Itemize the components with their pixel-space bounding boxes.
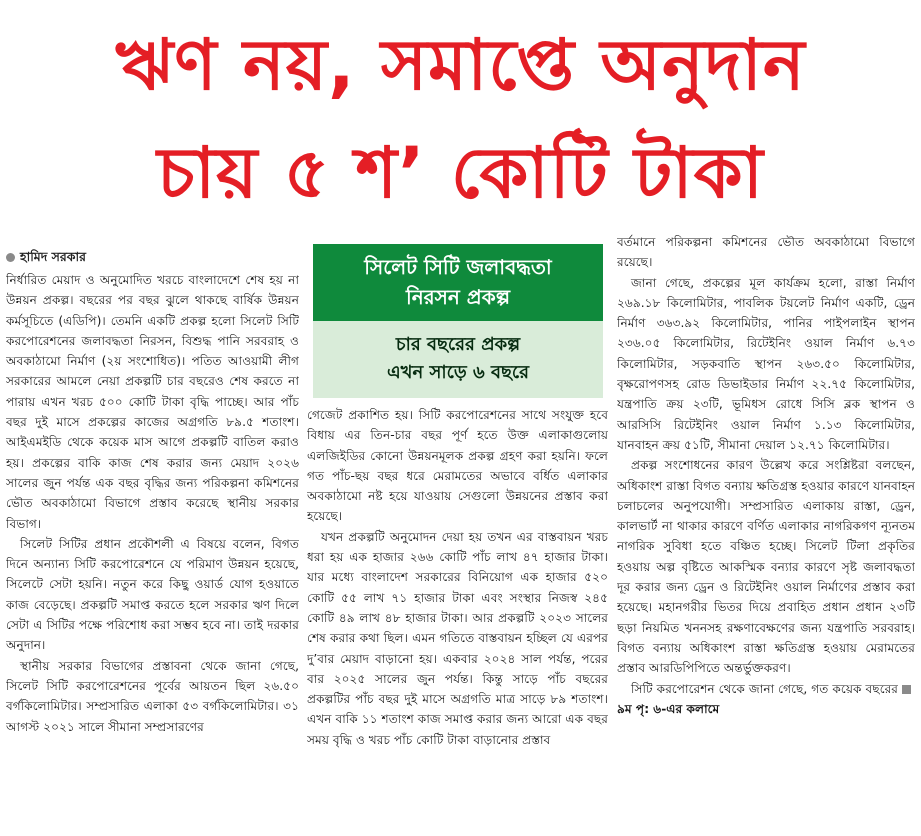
- highlight-box-subtitle: [313, 321, 603, 398]
- paragraph: প্রকল্প সংশোধনের কারণ উল্লেখ করে সংশ্লিষ্টরা বলছেন, অধিকাংশ রাস্তা বিগত বন্যায় ক্ষতিগ্রস্ত হওয়ার কারণে যানবাহন চলাচলের অনুপযোগী। সম্প্রসারিত এলাকায় রাস্তা, ড্রেন, কালভার্ট না থাকার কারণে বর্ণিত এলাকার নাগরিকগণ ন্যূনতম নাগরিক সুবিধা হতে বঞ্চিত হচ্ছে। সিলেট টিলা প্রকৃতির হওয়ায় অল্প বৃষ্টিতে আকস্মিক বন্যার কারণে সৃষ্ট জলাবদ্ধতা দূর করার জন্য ড্রেন ও রিটেইনিং ওয়াল নির্মাণের প্রস্তাব করা হয়েছে। মহানগরীর ভিতর দিয়ে প্রবাহিত প্রধান প্রধান ২৩টি ছড়া নিয়মিত খননসহ রক্ষণাবেক্ষণের জন্য যন্ত্রপাতি সরবরাহ। বিগত বন্যায় অধিকাংশ রাস্তা ক্ষতিগ্রস্ত হওয়ায় মেরামতের প্রস্তাব আরডিপিপিতে অন্তর্ভুক্তকরণ।: [617, 458, 915, 676]
- paragraph: স্থানীয় সরকার বিভাগের প্রস্তাবনা থেকে জানা গেছে, সিলেট সিটি করপোরেশনের পূর্বের আয়তন ছিল ২৬.৫০ বর্গকিলোমিটার। সম্প্রসারিত এলাকা ৫৩ বর্গকিলোমিটার। ৩১ আগস্ট ২০২১ সালে সীমানা সম্প্রসারণের: [6, 658, 299, 734]
- paragraph: বর্তমানে পরিকল্পনা কমিশনের ভৌত অবকাঠামো বিভাগে রয়েছে।: [617, 235, 915, 270]
- article-column-3: [617, 232, 915, 836]
- square-bullet-icon: [902, 685, 911, 694]
- headline-line-2: চায় ৫ শ’ কোটি টাকা: [157, 132, 764, 214]
- paragraph: গেজেট প্রকাশিত হয়। সিটি করপোরেশনের সাথে সংযুক্ত হবে বিধায় এর তিন-চার বছর পূর্ণ হতে উক্ত এলাকাগুলোয় এলজিইডির কোনো উন্নয়নমূলক প্রকল্প গ্রহণ করা হয়নি। ফলে গত পাঁচ-ছয় বছর ধরে মেরামতের অভাবে বর্ধিত এলাকার অবকাঠামো নষ্ট হয়ে যাওয়ায় সেগুলো উন্নয়নের প্রস্তাব করা হয়েছে।: [307, 408, 608, 524]
- highlight-box-title: [313, 244, 603, 321]
- paragraph: সিলেট সিটির প্রধান প্রকৌশলী এ বিষয়ে বলেন, বিগত দিনে অন্যান্য সিটি করপোরেশনে যে পরিমাণ উন্নয়ন হয়েছে, সিলেটে সেটা হয়নি। নতুন করে কিছু ওয়ার্ড যোগ হওয়াতে কাজ বেড়েছে। প্রকল্পটি সমাপ্ত করতে হলে সরকার ঋণ দিলে সেটা এ সিটির পক্ষে পরিশোধ করা সম্ভব হবে না। তাই দরকার অনুদান।: [6, 536, 299, 653]
- article-column-1: [6, 270, 299, 836]
- paragraph-last: [617, 679, 915, 720]
- highlight-subtitle-line-1: চার বছরের প্রকল্প: [395, 334, 521, 355]
- byline-author: হামিদ সরকার: [20, 249, 87, 264]
- highlight-subtitle-line-2: এখন সাড়ে ৬ বছরে: [386, 362, 529, 383]
- highlight-title-line-2: নিরসন প্রকল্প: [406, 285, 510, 309]
- article-column-2: [307, 405, 608, 836]
- headline-line-1: ঋণ নয়, সমাপ্তে অনুদান: [115, 24, 806, 106]
- paragraph: জানা গেছে, প্রকল্পের মূল কার্যক্রম হলো, রাস্তা নির্মাণ ২৬৯.১৮ কিলোমিটার, পাবলিক টয়লেট নির্মাণ একটি, ড্রেন নির্মাণ ৩৬৩.৯২ কিলোমিটার, পানির পাইপলাইন স্থাপন ২৩৬.০৫ কিলোমিটার, রিটেইনিং ওয়াল নির্মাণ ৬.৭৩ কিলোমিটার, সড়কবাতি স্থাপন ২৬৩.৫০ কিলোমিটার, বৃক্ষরোপণসহ রোড ডিভাইডার নির্মাণ ২২.৭৫ কিলোমিটার, যন্ত্রপাতি ক্রয় ২৩টি, ভূমিধস রোধে সিসি ব্লক স্থাপন ও আরসিসি রিটেইনিং ওয়াল নির্মাণ ১.১৩ কিলোমিটার, যানবাহন ক্রয় ৫১টি, সীমানা দেয়াল ১২.৭১ কিলোমিটার।: [617, 275, 915, 452]
- paragraph: নির্ধারিত মেয়াদ ও অনুমোদিত খরচে বাংলাদেশে শেষ হয় না উন্নয়ন প্রকল্প। বছরের পর বছর ঝুলে থাকছে বার্ষিক উন্নয়ন কর্মসূচিতে (এডিপি)। তেমনি একটি প্রকল্প হলো সিলেট সিটি করপোরেশনের জলাবদ্ধতা নিরসন, বিশুদ্ধ পানি সরবরাহ ও অবকাঠামো নির্মাণ (২য় সংশোধিত)। পতিত আওয়ামী লীগ সরকারের আমলে নেয়া প্রকল্পটি চার বছরেও শেষ করতে না পারায় এখন খরচ ৫০০ কোটি টাকা বৃদ্ধি পাচ্ছে। আর পাঁচ বছর দুই মাসে প্রকল্পের কাজের অগ্রগতি ৮৯.৫ শতাংশ। আইএমইডি থেকে কয়েক মাস আগে প্রকল্পটি বাতিল করাও হয়। প্রকল্পের বাকি কাজ শেষ করার জন্য মেয়াদ ২০২৬ সালের জুন পর্যন্ত এক বছর বৃদ্ধির জন্য পরিকল্পনা কমিশনের ভৌত অবকাঠামো বিভাগে প্রস্তাব করেছে স্থানীয় সরকার বিভাগ।: [6, 273, 299, 531]
- paragraph: যখন প্রকল্পটি অনুমোদন দেয়া হয় তখন এর বাস্তবায়ন খরচ ধরা হয় এক হাজার ২৬৬ কোটি পাঁচ লাখ ৪৭ হাজার টাকা। যার মধ্যে বাংলাদেশ সরকারের বিনিয়োগ এক হাজার ৫২০ কোটি ৫৫ লাখ ৭১ হাজার টাকা এবং সংস্থার নিজস্ব ২৪৫ কোটি ৪৯ লাখ ৪৮ হাজার টাকা। আর প্রকল্পটি ২০২৩ সালের শেষ করার কথা ছিল। এমন গতিতে বাস্তবায়ন হচ্ছিল যে এরপর দু’বার মেয়াদ বাড়ানো হয়। একবার ২০২৪ সাল পর্যন্ত, পরের বার ২০২৫ সালের জুন পর্যন্ত। কিন্তু সাড়ে পাঁচ বছরের প্রকল্পটির পাঁচ বছর দুই মাসে অগ্রগতি মাত্র সাড়ে ৮৯ শতাংশ। এখন বাকি ১১ শতাংশ কাজ সমাপ্ত করার জন্য আরো এক বছর সময় বৃদ্ধি ও খরচ পাঁচ কোটি টাকা বাড়ানোর প্রস্তাব: [307, 529, 608, 747]
- bullet-icon: [6, 253, 15, 262]
- paragraph-text: সিটি করপোরেশন থেকে জানা গেছে, গত কয়েক বছরের: [631, 681, 898, 696]
- highlight-title-line-1: সিলেট সিটি জলাবদ্ধতা: [364, 255, 552, 279]
- continuation-label: ৯ম পৃ: ৬-এর কলামে: [617, 701, 720, 716]
- byline: [6, 249, 86, 269]
